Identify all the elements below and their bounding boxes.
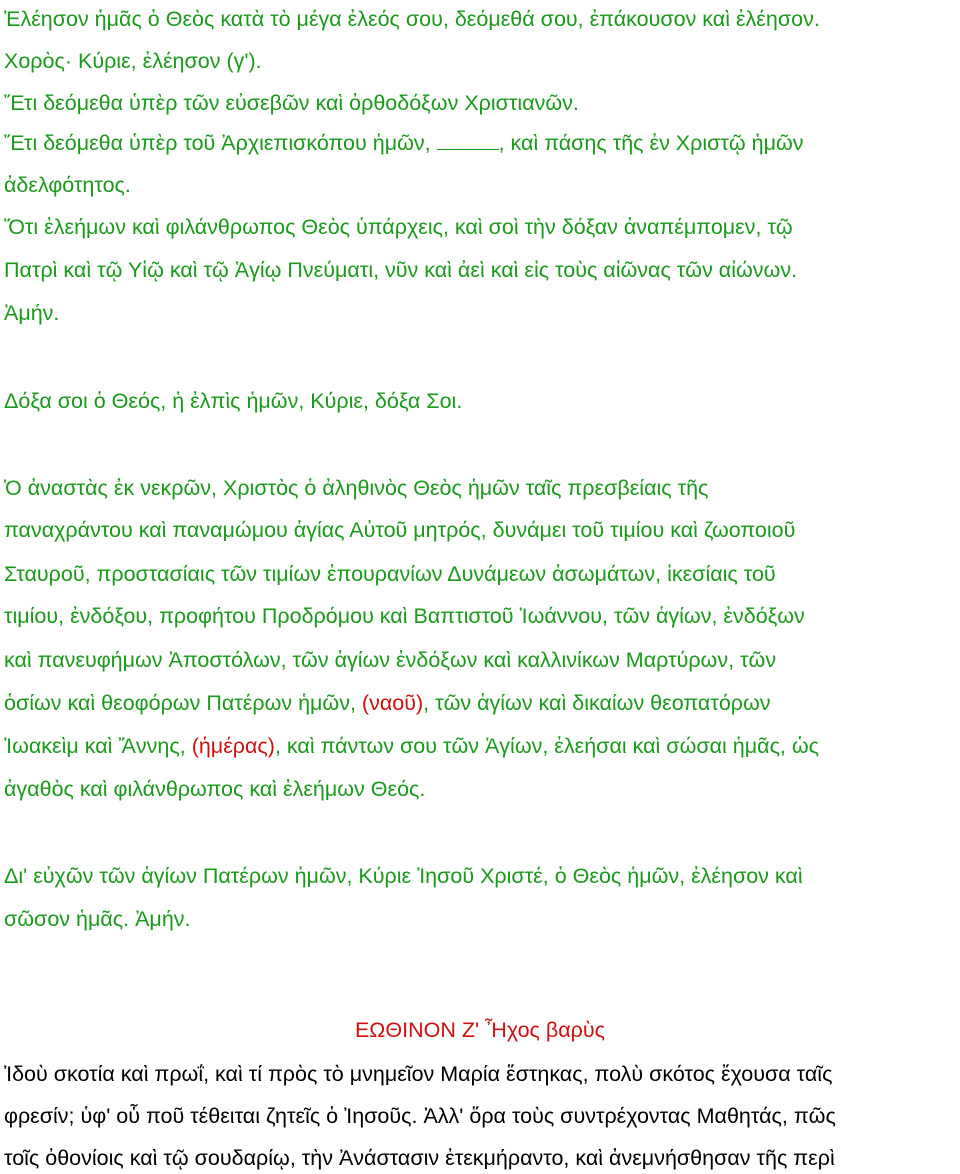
prayer-line-2: σῶσον ἡμᾶς. Ἀμήν. bbox=[4, 907, 191, 931]
dismissal-line-5: καὶ πανευφήμων Ἀποστόλων, τῶν ἁγίων ἐνδόξων καὶ καλλινίκων Μαρτύρων, τῶν bbox=[4, 648, 777, 672]
dismissal-line-7 bbox=[4, 731, 819, 761]
day-rubric: (ἡμέρας) bbox=[191, 734, 275, 758]
eothinon-heading: ΕΩΘΙΝΟΝ Ζ' Ἦχος βαρὺς bbox=[354, 1018, 606, 1042]
litany-line-5: ἀδελφότητος. bbox=[4, 173, 131, 197]
eothinon-line-2: φρεσίν; ὑφ' οὗ ποῦ τέθειται ζητεῖς ὁ Ἰησοῦς. Ἀλλ' ὅρα τοὺς συντρέχοντας Μαθητάς, πῶς bbox=[4, 1104, 836, 1128]
litany-line-4-start: Ἔτι δεόμεθα ὑπὲρ τοῦ Ἀρχιεπισκόπου ἡμῶν, bbox=[4, 131, 437, 155]
dismissal-line-3: Σταυροῦ, προστασίαις τῶν τιμίων ἐπουρανίων Δυνάμεων ἀσωμάτων, ἱκεσίαις τοῦ bbox=[4, 562, 776, 586]
temple-rubric: (ναοῦ) bbox=[361, 691, 424, 715]
litany-line-1: Ἐλέησον ἡμᾶς ὁ Θεὸς κατὰ τὸ μέγα ἐλεός σου, δεόμεθά σου, ἐπάκουσον καὶ ἐλέησον. bbox=[4, 7, 820, 31]
dismissal-line-1: Ὁ ἀναστὰς ἐκ νεκρῶν, Χριστὸς ὁ ἀληθινὸς Θεὸς ἡμῶν ταῖς πρεσβείαις τῆς bbox=[4, 476, 709, 500]
dismissal-line-7-start: Ἰωακεὶμ καὶ Ἄννης, bbox=[4, 734, 192, 758]
doxology: Δόξα σοι ὁ Θεός, ἡ ἐλπὶς ἡμῶν, Κύριε, δόξα Σοι. bbox=[4, 389, 463, 413]
dismissal-line-6 bbox=[4, 688, 771, 718]
litany-line-3: Ἔτι δεόμεθα ὑπὲρ τῶν εὐσεβῶν καὶ ὀρθοδόξων Χριστιανῶν. bbox=[4, 91, 579, 115]
dismissal-line-4: τιμίου, ἐνδόξου, προφήτου Προδρόμου καὶ Βαπτιστοῦ Ἰωάννου, τῶν ἁγίων, ἐνδόξων bbox=[4, 604, 805, 628]
eothinon-line-3: τοῖς ὀθονίοις καὶ τῷ σουδαρίῳ, τὴν Ἀνάστασιν ἐτεκμήραντο, καὶ ἀνεμνήσθησαν τῆς περὶ bbox=[4, 1146, 835, 1170]
dismissal-line-2: παναχράντου καὶ παναμώμου ἁγίας Αὐτοῦ μητρός, δυνάμει τοῦ τιμίου καὶ ζωοποιοῦ bbox=[4, 518, 796, 542]
dismissal-line-6-start: ὁσίων καὶ θεοφόρων Πατέρων ἡμῶν, bbox=[4, 691, 362, 715]
name-blank bbox=[437, 130, 499, 150]
litany-line-4-end: , καὶ πάσης τῆς ἐν Χριστῷ ἡμῶν bbox=[498, 131, 804, 155]
dismissal-line-6-end: , τῶν ἁγίων καὶ δικαίων θεοπατόρων bbox=[423, 691, 771, 715]
litany-line-7: Πατρὶ καὶ τῷ Υἱῷ καὶ τῷ Ἁγίῳ Πνεύματι, νῦν καὶ ἀεὶ καὶ εἰς τοὺς αἰῶνας τῶν αἰώνων. bbox=[4, 258, 798, 282]
eothinon-line-1: Ἰδοὺ σκοτία καὶ πρωΐ, καὶ τί πρὸς τὸ μνημεῖον Μαρία ἕστηκας, πολὺ σκότος ἔχουσα ταῖς bbox=[4, 1062, 833, 1086]
amen: Ἀμήν. bbox=[4, 301, 60, 325]
litany-line-6: Ὅτι ἐλεήμων καὶ φιλάνθρωπος Θεὸς ὑπάρχεις, καὶ σοὶ τὴν δόξαν ἀναπέμπομεν, τῷ bbox=[4, 215, 793, 239]
litany-line-4 bbox=[4, 128, 804, 158]
prayer-line-1: Δι' εὐχῶν τῶν ἁγίων Πατέρων ἡμῶν, Κύριε Ἰησοῦ Χριστέ, ὁ Θεὸς ἡμῶν, ἐλέησον καὶ bbox=[4, 864, 803, 888]
litany-line-2: Χορὸς· Κύριε, ἐλέησον (γ'). bbox=[4, 49, 262, 73]
dismissal-line-8: ἀγαθὸς καὶ φιλάνθρωπος καὶ ἐλεήμων Θεός. bbox=[4, 777, 426, 801]
dismissal-line-7-end: , καὶ πάντων σου τῶν Ἁγίων, ἐλεήσαι καὶ σώσαι ἡμᾶς, ὡς bbox=[274, 734, 820, 758]
